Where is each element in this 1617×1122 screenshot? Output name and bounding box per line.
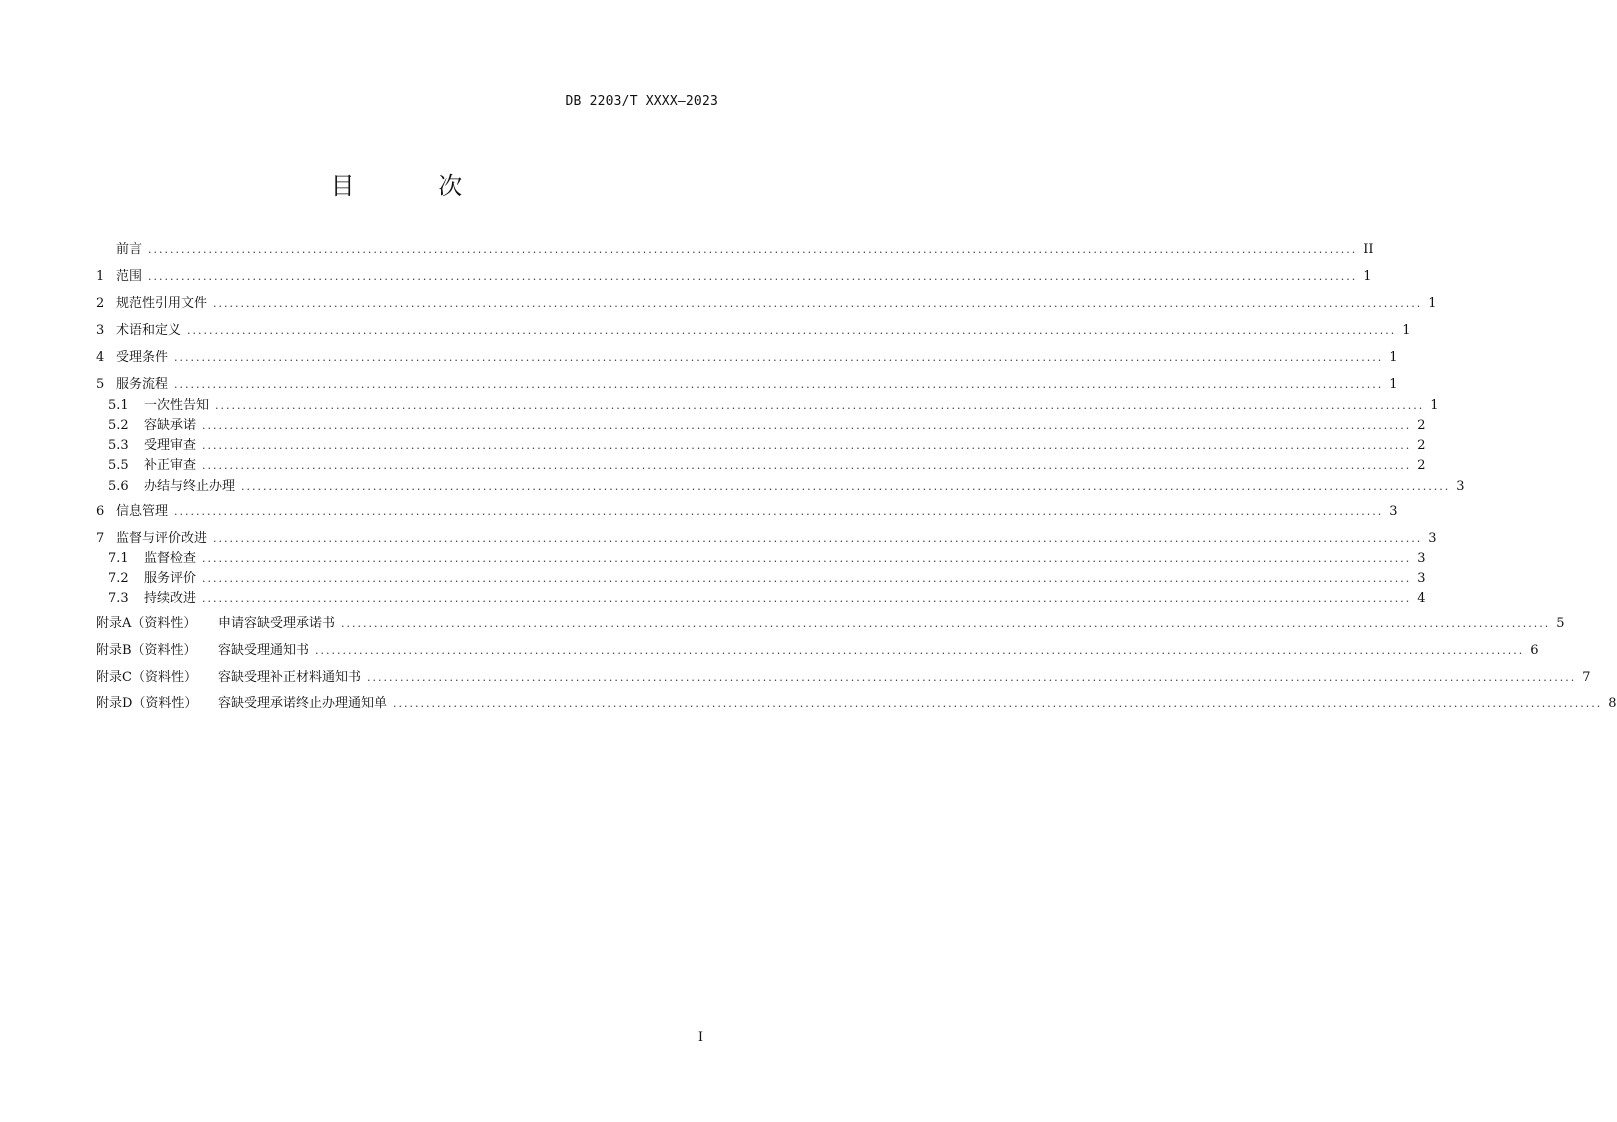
toc-entry-number: 7.3	[108, 591, 129, 606]
toc-entry[interactable]	[96, 478, 1465, 496]
toc-entry-title: 一次性告知	[144, 398, 210, 413]
toc-entry-label	[96, 642, 309, 660]
toc-leader-dots: ............................................................................................................................................................................................................................	[215, 399, 1425, 412]
toc-entry[interactable]	[96, 349, 1398, 367]
toc-leader-dots: ............................................................................................................................................................................................................................	[148, 270, 1358, 283]
toc-entry-title: 术语和定义	[116, 323, 182, 338]
toc-entry-page: 2	[1417, 418, 1426, 433]
toc-entry-number: 附录C（资料性）	[96, 670, 197, 685]
toc-entry-title: 受理审查	[144, 438, 197, 453]
toc-entry-page: 3	[1389, 504, 1398, 519]
toc-entry-page: 2	[1417, 458, 1426, 473]
toc-entry[interactable]	[96, 457, 1426, 475]
toc-entry-label	[96, 349, 168, 367]
toc-entry-label	[96, 397, 209, 415]
toc-entry[interactable]	[96, 615, 1565, 633]
toc-entry[interactable]	[96, 642, 1539, 660]
toc-leader-dots: ............................................................................................................................................................................................................................	[202, 419, 1412, 432]
toc-entry-title: 规范性引用文件	[116, 296, 208, 311]
toc-entry[interactable]	[96, 417, 1426, 435]
toc-entry[interactable]	[96, 695, 1617, 713]
toc-entry-page: 1	[1363, 269, 1372, 284]
toc-title: 目 次	[330, 172, 501, 200]
toc-entry-label	[96, 615, 335, 633]
standard-code: DB 2203/T XXXX—2023	[565, 94, 718, 109]
toc-entry-page: 3	[1428, 531, 1437, 546]
toc-entry-number: 7	[96, 531, 105, 546]
toc-entry-title: 容缺受理承诺终止办理通知单	[218, 696, 388, 711]
toc-entry-title: 监督检查	[144, 551, 197, 566]
toc-entry[interactable]	[96, 322, 1411, 340]
toc-entry-number: 5	[96, 377, 105, 392]
toc-entry[interactable]	[96, 550, 1426, 568]
toc-entry-number: 附录D（资料性）	[96, 696, 198, 711]
toc-entry-label	[96, 417, 196, 435]
toc-entry[interactable]	[96, 437, 1426, 455]
toc-entry-title: 前言	[116, 242, 143, 257]
toc-entry-title: 服务评价	[144, 571, 197, 586]
toc-entry-page: 5	[1556, 616, 1565, 631]
toc-entry[interactable]	[96, 376, 1398, 394]
toc-entry-page: 4	[1417, 591, 1426, 606]
toc-entry-label	[96, 695, 387, 713]
toc-entry-number: 2	[96, 296, 105, 311]
toc-entry-page: 1	[1402, 323, 1411, 338]
toc-entry-title: 补正审查	[144, 458, 197, 473]
toc-entry[interactable]	[96, 268, 1372, 286]
toc-leader-dots: ............................................................................................................................................................................................................................	[174, 351, 1384, 364]
toc-entry-page: 3	[1417, 571, 1426, 586]
toc-entry[interactable]	[96, 530, 1437, 548]
toc-entry-number: 5.6	[108, 479, 129, 494]
toc-entry-label	[96, 570, 196, 588]
toc-entry-title: 容缺受理通知书	[218, 643, 310, 658]
toc-entry-number: 5.1	[108, 398, 129, 413]
toc-leader-dots: ............................................................................................................................................................................................................................	[174, 505, 1384, 518]
toc-entry-number: 7.1	[108, 551, 129, 566]
toc-entry-label	[96, 268, 142, 286]
toc-entry-title: 监督与评价改进	[116, 531, 208, 546]
toc-leader-dots: ............................................................................................................................................................................................................................	[213, 297, 1423, 310]
toc-leader-dots: ............................................................................................................................................................................................................................	[187, 324, 1397, 337]
toc-entry-title: 信息管理	[116, 504, 169, 519]
toc-entry-page: 1	[1430, 398, 1439, 413]
toc-entry-label	[96, 669, 361, 687]
toc-entry-label	[96, 437, 196, 455]
toc-entry-page: 1	[1428, 296, 1437, 311]
toc-entry-label	[96, 322, 181, 340]
toc-leader-dots: ............................................................................................................................................................................................................................	[393, 697, 1603, 710]
toc-leader-dots: ............................................................................................................................................................................................................................	[174, 378, 1384, 391]
toc-entry-page: 7	[1582, 670, 1591, 685]
toc-entry[interactable]	[96, 570, 1426, 588]
toc-entry-number: 7.2	[108, 571, 129, 586]
toc-leader-dots: ............................................................................................................................................................................................................................	[202, 439, 1412, 452]
toc-entry-page: 1	[1389, 377, 1398, 392]
toc-entry-page: 3	[1417, 551, 1426, 566]
toc-entry-number: 5.3	[108, 438, 129, 453]
toc-entry[interactable]	[96, 669, 1591, 687]
toc-leader-dots: ............................................................................................................................................................................................................................	[213, 532, 1423, 545]
toc-entry-title: 受理条件	[116, 350, 169, 365]
toc-leader-dots: ............................................................................................................................................................................................................................	[241, 480, 1451, 493]
toc-entry-number: 1	[96, 269, 105, 284]
toc-entry-number: 3	[96, 323, 105, 338]
toc-entry[interactable]	[96, 590, 1426, 608]
toc-leader-dots: ............................................................................................................................................................................................................................	[367, 671, 1577, 684]
toc-entry-title: 容缺承诺	[144, 418, 197, 433]
toc-leader-dots: ............................................................................................................................................................................................................................	[148, 243, 1358, 256]
toc-leader-dots: ............................................................................................................................................................................................................................	[202, 552, 1412, 565]
toc-leader-dots: ............................................................................................................................................................................................................................	[202, 592, 1412, 605]
toc-entry-title: 申请容缺受理承诺书	[218, 616, 336, 631]
toc-entry-number: 5.5	[108, 458, 129, 473]
toc-leader-dots: ............................................................................................................................................................................................................................	[202, 459, 1412, 472]
toc-entry-label	[96, 457, 196, 475]
toc-entry-page: 3	[1456, 479, 1465, 494]
toc-entry-page: 1	[1389, 350, 1398, 365]
toc-entry[interactable]	[96, 503, 1398, 521]
toc-entry[interactable]	[96, 295, 1437, 313]
toc-entry-page: 8	[1608, 696, 1617, 711]
toc-entry-title: 服务流程	[116, 377, 169, 392]
toc-leader-dots: ............................................................................................................................................................................................................................	[202, 572, 1412, 585]
toc-entry-number: 6	[96, 504, 105, 519]
toc-entry-title: 持续改进	[144, 591, 197, 606]
toc-entry-label	[96, 241, 142, 259]
toc-entry-page: 2	[1417, 438, 1426, 453]
toc-entry-title: 办结与终止办理	[144, 479, 236, 494]
page-number: I	[697, 1030, 703, 1045]
toc-entry-label	[96, 550, 196, 568]
toc-entry-title: 容缺受理补正材料通知书	[218, 670, 362, 685]
toc-entry-label	[96, 295, 207, 313]
toc-entry-label	[96, 590, 196, 608]
toc-entry-number: 附录B（资料性）	[96, 643, 197, 658]
toc-entry-label	[96, 478, 235, 496]
toc-entry-label	[96, 503, 168, 521]
toc-entry-label	[96, 376, 168, 394]
toc-entry-label	[96, 530, 207, 548]
toc-leader-dots: ............................................................................................................................................................................................................................	[315, 644, 1525, 657]
toc-entry[interactable]	[96, 241, 1374, 259]
toc-entry-number: 4	[96, 350, 105, 365]
toc-entry-page: 6	[1530, 643, 1539, 658]
toc-entry-number: 附录A（资料性）	[96, 616, 197, 631]
toc-entry-page: II	[1363, 242, 1374, 257]
toc-entry[interactable]	[96, 397, 1439, 415]
toc-leader-dots: ............................................................................................................................................................................................................................	[341, 617, 1551, 630]
toc-entry-title: 范围	[116, 269, 143, 284]
toc-entry-number: 5.2	[108, 418, 129, 433]
